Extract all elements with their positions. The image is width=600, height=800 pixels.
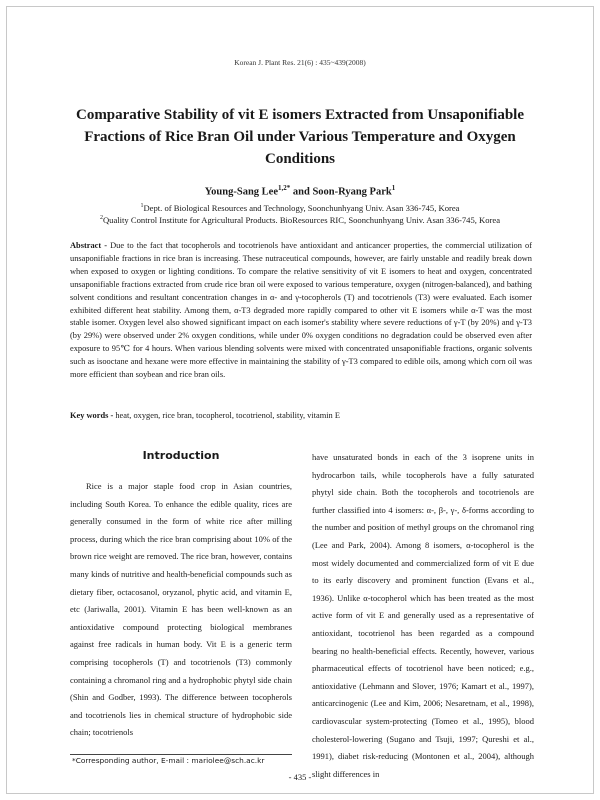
abstract-text: Due to the fact that tocopherols and tocotrienols have antioxidant and anticancer properties, the commercial utilization of unsaponifiable fractions in rice bran is increasing. These nutraceutical compounds, however, are fairly unstable and readily break down when exposed to oxygen or lighting conditions. To compare the relative sensitivity of vit E isomers to heat and oxygen, concentrated unsaponifiable fractions extracted from crude rice bran oil were exposed to various temperature, oxygen (nitrogen-balanced), and bathing solvent conditions and resultant concentration changes in α- and γ-tocopherols (T) and tocotrienols (T3) were evaluated. Each isomer exhibited different heat stability. Among them, α-T3 degraded more rapidly compared to other vit E isomers while α-T was the most stable isomer. Oxygen level also showed significant impact on each isomer's stability where severe reductions of γ-T (by 20%) and γ-T3 (by 29%) were observed under 2% oxygen conditions, while under 0% oxygen conditions no degradation could be observed even after exposure to 95℃ for 4 hours. When various blending solvents were mixed with concentrated unsaponifiable fractions, organic solvents such as isooctane and hexane were more effective in maintaining the stability of γ-T3 compared to edible oils, among which corn oil was more efficient than soybean and rice bran oils. — [70, 241, 532, 380]
right-column — [312, 449, 534, 783]
affiliation-2-sup: 2 — [99, 215, 103, 222]
affiliation-1 — [0, 203, 600, 213]
author-2-name: Soon-Ryang Park — [312, 186, 392, 198]
journal-citation: Korean J. Plant Res. 21(6) : 435~439(2008) — [234, 58, 366, 67]
keywords — [70, 411, 532, 420]
left-column — [70, 448, 292, 742]
intro-paragraph-right: have unsaturated bonds in each of the 3 isoprene units in hydrocarbon tails, while tocopherols have a fully saturated phytyl side chain. Both the tocopherols and tocotrienols are further classified into 4 isomers: α-, β-, γ-, δ-forms according to the number and position of methyl groups on the chromanol ring (Lee and Park, 2004). Among 8 isomers, α-tocopherol is the most widely documented and commercialized form of vit E due to its early discovery and prominent function (Evans et al., 1936). Unlike α-tocopherol which has been treated as the most active form of vit E and generally used as a representative of antioxidant, tocotrienol has been regarded as a compound bearing no health-beneficial effects. Recently, however, various pharmaceutical effects of tocotrienol have been noticed; e.g., antioxidative (Lehmann and Slover, 1976; Kamart et al., 1997), anticarcinogenic (Lee and Kim, 2006; Nesaretnam, et al., 1998), cardiovascular system-protecting (Tomeo et al., 1995), blood cholesterol-lowering (Sugano and Tsuji, 1997; Qureshi et al., 1991), diabet risk-reducing (Montonen et al., 2004), although slight differences in — [312, 452, 534, 779]
affiliation-2-text: Quality Control Institute for Agricultural Products. BioResources RIC, Soonchunhyang Univ. Asan 336-745, Korea — [102, 215, 501, 225]
abstract — [70, 240, 532, 382]
intro-paragraph-left: Rice is a major staple food crop in Asian countries, including South Korea. To enhance the edible quality, rices are generally consumed in the form of white rice after milling process, during which the rice bran comprising about 10% of the brown rice weight are removed. The rice bran, however, contains many kinds of nutritive and health-beneficial compounds such as dietary fiber, octacosanol, oryzanol, phytic acid, and vitamin E, etc (Jariwalla, 2001). Vitamin E has been well-known as an antioxidative compound protecting biological membranes against free radicals in human body. Vit E is a generic term comprising tocopherols (T) and tocotrienols (T3) commonly containing a chromanol ring and a hydrophobic phytyl side chain (Shin and Godber, 1993). The difference between tocopherols and tocotrienols lies in chemical structure of hydrophobic side chain; tocotrienols — [70, 481, 292, 738]
page-number: - 435 - — [288, 772, 312, 782]
affiliation-1-sup: 1 — [140, 203, 144, 210]
keywords-label: Key words - — [70, 411, 116, 420]
keywords-text: heat, oxygen, rice bran, tocopherol, tocotrienol, stability, vitamin E — [115, 411, 340, 420]
author-1-sup: 1,2* — [278, 184, 291, 192]
paper-title: Comparative Stability of vit E isomers Extracted from Unsaponifiable Fractions of Rice Bran Oil under Various Temperature and Oxygen Conditions — [75, 107, 525, 167]
section-heading-introduction: Introduction — [142, 449, 220, 462]
author-2-sup: 1 — [391, 184, 396, 192]
affiliation-2 — [0, 215, 600, 225]
author-1-name: Young-Sang Lee — [204, 186, 278, 198]
corresponding-author-footnote: *Corresponding author, E-mail : mariolee@sch.ac.kr — [72, 756, 265, 765]
abstract-label: Abstract - — [70, 241, 111, 250]
author-joiner: and — [290, 186, 313, 198]
affiliation-1-text: Dept. of Biological Resources and Technology, Soonchunhyang Univ. Asan 336-745, Korea — [143, 203, 460, 213]
author-line — [0, 184, 600, 198]
footnote-rule — [70, 754, 292, 755]
